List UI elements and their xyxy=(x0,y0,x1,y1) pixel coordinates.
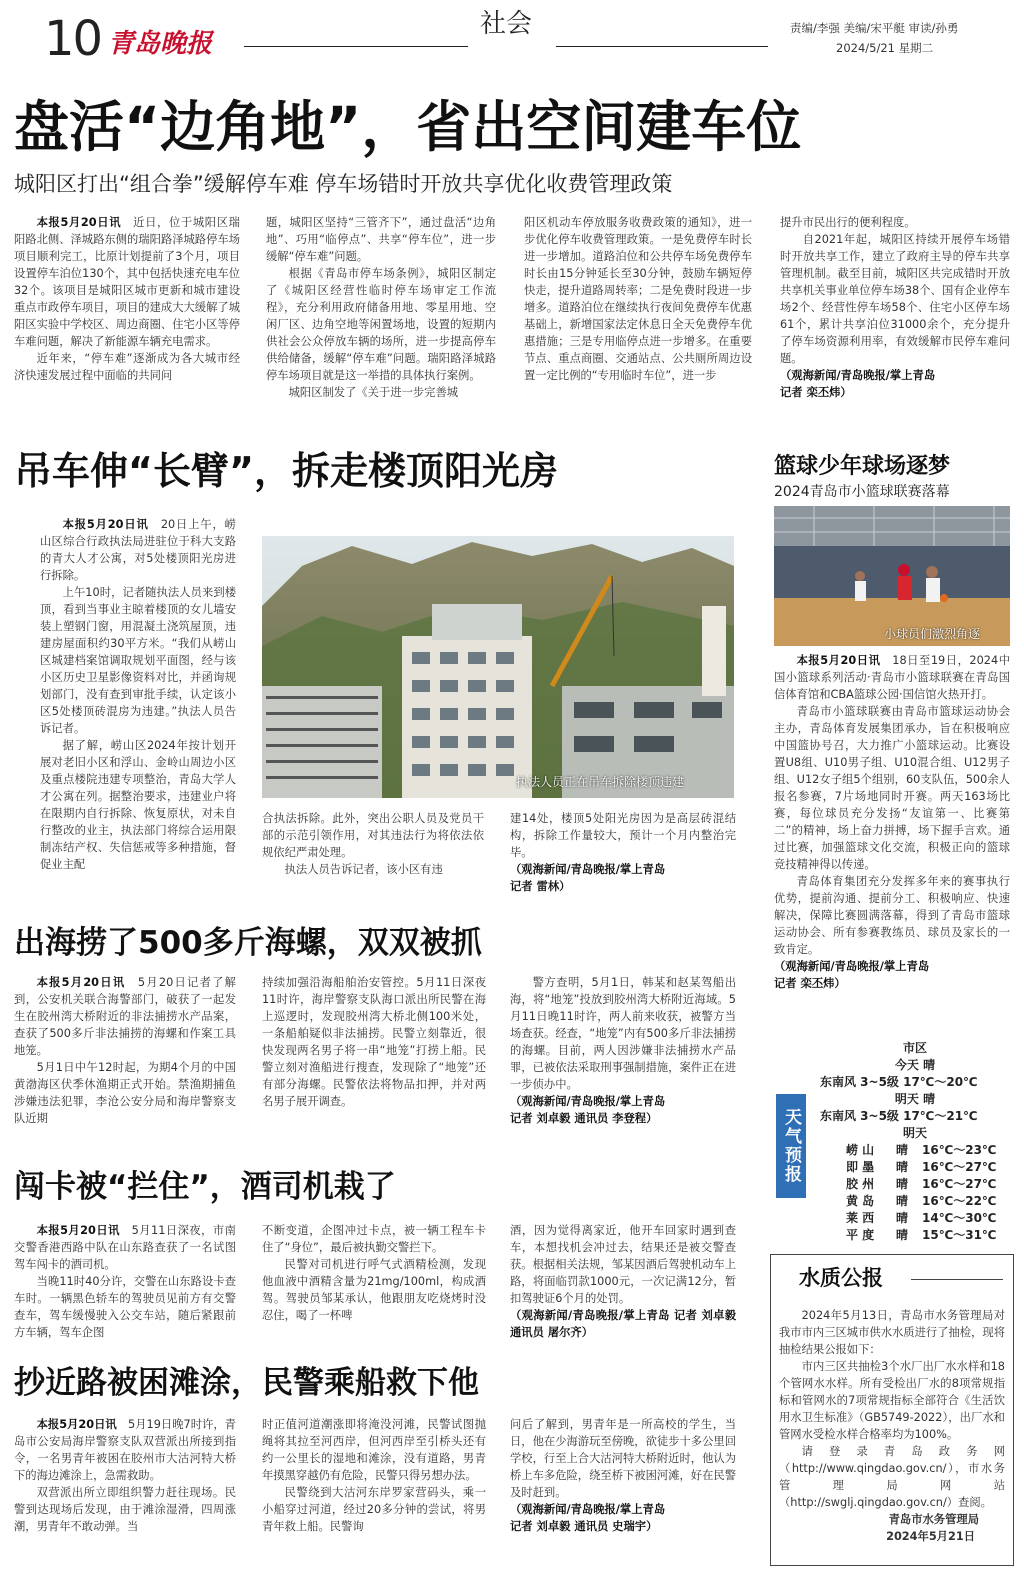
a5-col-2 xyxy=(262,1222,486,1346)
a6-text: 时正值河道潮涨即将淹没河滩，民警试图抛绳将其拉至河西岸，但河西岸至引桥头还有约一公里长的湿地和滩涂，没有道路，男青年摸黑穿越仍有危险，民警只得另想办法。 xyxy=(262,1418,486,1482)
a2-col-3 xyxy=(510,810,736,900)
a1-text: 提升市民出行的便利程度。 xyxy=(780,216,916,229)
issue-date: 2024/5/21 星期二 xyxy=(836,41,934,55)
weather-city-condition: 晴 xyxy=(896,1177,909,1191)
a3-body xyxy=(774,652,1010,1036)
weather-title: 市区 xyxy=(902,1041,927,1055)
weather-city-temp: 16℃～27℃ xyxy=(922,1177,997,1191)
a2-col-2 xyxy=(262,810,484,900)
a2-credit: 记者 雷林） xyxy=(510,880,571,893)
page-number: 10 xyxy=(44,11,102,67)
basketball-photo xyxy=(774,506,1010,646)
a2-text: 合执法拆除。此外，突出公职人员及党员干部的示范引领作用，对其违法行为将依法依规依纪严肃处理。 xyxy=(262,812,484,859)
a3-text: 18日至19日，2024中国小篮球系列活动·青岛市小篮球联赛在青岛国信体育馆和CBA篮球公园·国信馆火热开打。 xyxy=(774,654,1010,701)
a3-credit: 记者 栾丕炜） xyxy=(774,977,846,990)
weather-city-condition: 晴 xyxy=(896,1194,909,1208)
a6-col-3 xyxy=(510,1416,736,1568)
water-date: 2024年5月21日 xyxy=(886,1530,975,1543)
weather-city-name: 崂 山 xyxy=(846,1143,875,1157)
a2-headline: 吊车伸“长臂”，拆走楼顶阳光房 xyxy=(14,449,558,493)
a3-headline: 篮球少年球场逐梦 xyxy=(774,454,951,479)
a6-text: 问后了解到，男青年是一所高校的学生，当日，他在少海游玩至傍晚，欲徒步十多公里回学校，行至上合大沽河特大桥附近时，他认为桥上车多危险，绕至桥下被困河滩，好在民警及时赶到。 xyxy=(510,1418,736,1499)
weather-city-row xyxy=(820,1227,1010,1244)
weather-city-row xyxy=(820,1159,1010,1176)
weather-city-temp: 16℃～27℃ xyxy=(922,1160,997,1174)
a4-text: 持续加强沿海船舶治安管控。5月11日深夜11时许，海岸警察支队海口派出所民警在海上巡逻时，发现胶州湾大桥北侧100米处，一条船舶疑似非法捕捞。民警立刻靠近，很快发现两名男子将一串“地笼”打捞上船。民警立刻对渔船进行搜查，发现除了“地笼”还有部分海螺。民警依法将物品扣押，并对两名男子展开调查。 xyxy=(262,976,486,1108)
a6-headline: 抄近路被困滩涂，民警乘船救下他 xyxy=(14,1365,479,1401)
weather-city-name: 即 墨 xyxy=(846,1160,875,1174)
weather-city-row xyxy=(820,1176,1010,1193)
weather-city-list xyxy=(820,1142,1010,1244)
a4-credit: 记者 刘卓毅 通讯员 李登程） xyxy=(510,1112,658,1125)
a6-credit: （观海新闻/青岛晚报/掌上青岛 xyxy=(510,1503,666,1516)
a4-credit: （观海新闻/青岛晚报/掌上青岛 xyxy=(510,1095,666,1108)
a3-credit: （观海新闻/青岛晚报/掌上青岛 xyxy=(774,960,930,973)
weather-city-row xyxy=(820,1193,1010,1210)
a1-col-2 xyxy=(266,214,496,420)
weather-city-row xyxy=(820,1142,1010,1159)
a3-photo-caption: 小球员们激烈角逐 xyxy=(884,627,981,641)
a3-text: 青岛体育集团充分发挥多年来的赛事执行优势，提前沟通、提前分工、积极响应、快速解决，保障比赛圆满落幕，得到了青岛市篮球运动协会、所有参赛教练员、球员及家长的一致肯定。 xyxy=(774,875,1010,956)
paper-logo: 青岛晚报 xyxy=(108,29,213,59)
water-title-rule xyxy=(911,1279,1003,1280)
a6-text: 双营派出所立即组织警力赶往现场。民警到达现场后发现，由于滩涂湿滑，四周涨潮，男青年不敢动弹。当 xyxy=(14,1486,236,1533)
a5-text: 5月11日深夜，市南交警香港西路中队在山东路查获了一名试图驾车闯卡的酒司机。 xyxy=(14,1224,236,1271)
a1-credit: （观海新闻/青岛晚报/掌上青岛 xyxy=(780,369,936,382)
a2-credit: （观海新闻/青岛晚报/掌上青岛 xyxy=(510,863,666,876)
weather-city-name: 胶 州 xyxy=(846,1177,875,1191)
a4-lead: 本报5月20日讯 xyxy=(36,976,126,989)
weather-city-condition: 晴 xyxy=(896,1228,909,1242)
a2-col-1 xyxy=(40,516,236,900)
weather-city-temp: 16℃～23℃ xyxy=(922,1143,997,1157)
a2-text: 上午10时，记者随执法人员来到楼顶，看到当事业主晾着楼顶的女儿墙安装上塑钢门窗，用混凝土浇筑屋顶，违建房屋面积约30平方米。“我们从崂山区城建档案馆调取规划平面图，经与该小区历史卫星影像资料对比，并函询规划部门，没有查到审批手续，认定该小区5处楼顶砖混房为违建。”执法人员告诉记者。 xyxy=(40,586,236,735)
a3-subheadline: 2024青岛市小篮球联赛落幕 xyxy=(774,484,950,500)
a1-text: 近日，位于城阳区瑞阳路北侧、泽城路东侧的瑞阳路泽城路停车场项目顺利完工，比原计划提前了3个月，项目设置停车泊位130个，其中包括快速充电车位32个。该项目是城阳区城市更新和城市建设重点市政停车项目，项目的建成大大缓解了城阳区实验中学校区、周边商圈、住宅小区等停车难问题，解决了新能源车辆充电需求。 xyxy=(14,216,240,348)
a5-text: 当晚11时40分许，交警在山东路设卡查车时。一辆黑色轿车的驾驶员见前方有交警查车，驾车缓慢驶入公交车站，随后紧跟前方车辆，驾车企图 xyxy=(14,1275,236,1339)
water-text: 2024年5月13日，青岛市水务管理局对我市市内三区城市供水水质进行了抽检，现将抽检结果公报如下： xyxy=(779,1309,1005,1356)
a2-lead: 本报5月20日讯 xyxy=(62,518,149,531)
a1-subheadline: 城阳区打出“组合拳”缓解停车难 停车场错时开放共享优化收费管理政策 xyxy=(14,172,673,196)
a1-text: 阳区机动车停放服务收费政策的通知》，进一步优化停车收费管理政策。一是免费停车时长进一步增加。道路泊位和公共停车场免费停车时长由15分钟延长至30分钟，鼓励车辆短停快走，提升道路周转率；二是免费时段进一步增多。道路泊位在继续执行夜间免费停车优惠基础上，新增国家法定休息日全天免费停车优惠措施；三是专用临停点进一步增多。在重要节点、重点商圈、交通站点、公共厕所周边设置一定比例的“专用临时车位”，进一步 xyxy=(524,216,752,382)
weather-city-condition: 晴 xyxy=(896,1160,909,1174)
a2-text: 建14处，楼顶5处阳光房因为是高层砖混结构，拆除工作量较大，预计一个月内整治完毕。 xyxy=(510,812,736,859)
a2-text: 20日上午，崂山区综合行政执法局进驻位于科大支路的青大人才公寓，对5处楼顶阳光房进行拆除。 xyxy=(40,518,236,582)
a5-col-1 xyxy=(14,1222,236,1346)
weather-vertical-label xyxy=(776,1094,806,1198)
weather-today-detail: 东南风 3~5级 17℃～20℃ xyxy=(820,1075,978,1089)
a1-headline: 盘活“边角地”，省出空间建车位 xyxy=(14,95,802,159)
water-text: 请登录青岛政务网（http://www.qingdao.gov.cn/），市水务管理局网站（http://swglj.qingdao.gov.cn/）查阅。 xyxy=(779,1445,1005,1509)
a1-text: 城阳区制发了《关于进一步完善城 xyxy=(288,386,459,399)
a5-credit: （观海新闻/青岛晚报/掌上青岛 记者 刘卓毅 通讯员 屠尔齐） xyxy=(510,1309,736,1339)
a4-headline: 出海捞了500多斤海螺，双双被抓 xyxy=(14,925,482,961)
a1-text: 根据《青岛市停车场条例》，城阳区制定了《城阳区经营性临时停车场审定工作流程》，充分利用政府储备用地、零星用地、空闲厂区、边角空地等闲置场地，设置的短期内供社会公众停放车辆的场所，进一步提高停车供给储备，缓解“停车难”问题。瑞阳路泽城路停车场项目就是这一举措的具体执行案例。 xyxy=(266,267,496,382)
a5-text: 民警对司机进行呼气式酒精检测，发现他血液中酒精含量为21mg/100ml，构成酒驾。驾驶员邹某承认，他跟朋友吃烧烤时没忍住，喝了一杯啤 xyxy=(262,1258,486,1322)
demolition-photo xyxy=(262,536,734,798)
a3-lead: 本报5月20日讯 xyxy=(796,654,881,667)
weather-today: 今天 晴 xyxy=(894,1058,936,1072)
a5-text: 不断变道，企图冲过卡点，被一辆工程车卡住了“身位”，最后被执勤交警拦下。 xyxy=(262,1224,486,1254)
water-report-box xyxy=(770,1254,1014,1566)
a6-col-1 xyxy=(14,1416,236,1568)
a1-col-1 xyxy=(14,214,240,420)
weather-city-row xyxy=(820,1210,1010,1227)
weather-city-name: 平 度 xyxy=(846,1228,875,1242)
weather-city-temp: 15℃～31℃ xyxy=(922,1228,997,1242)
a4-text: 5月1日中午12时起，为期4个月的中国黄渤海区伏季休渔期正式开始。禁渔期捕鱼涉嫌违法犯罪，李沧公安分局和海岸警察支队近期 xyxy=(14,1061,236,1125)
a6-text: 5月19日晚7时许，青岛市公安局海岸警察支队双营派出所接到指令，一名男青年被困在胶州市大沽河特大桥下的海边滩涂上，急需救助。 xyxy=(14,1418,236,1482)
a1-text: 近年来，“停车难”逐渐成为各大城市经济快速发展过程中面临的共同问 xyxy=(14,352,240,382)
a1-col-4 xyxy=(780,214,1010,424)
a2-text: 据了解，崂山区2024年按计划开展对老旧小区和浮山、金岭山周边小区及重点楼院违建专项整治，青岛大学人才公寓在列。据整治要求，违建业户将在限期内自行拆除、恢复原状，对未自行整改的业主，执法部门将综合运用限制冻结产权、失信惩戒等多种措施，督促业主配 xyxy=(40,739,236,871)
a6-lead: 本报5月20日讯 xyxy=(36,1418,117,1431)
weather-vertical-text: 天气预报 xyxy=(781,1108,801,1184)
weather-city-temp: 14℃～30℃ xyxy=(922,1211,997,1225)
weather-city-temp: 16℃～22℃ xyxy=(922,1194,997,1208)
a2-photo-caption: 执法人员正在吊车拆除楼顶违建 xyxy=(516,775,685,789)
a1-lead: 本报5月20日讯 xyxy=(36,216,122,229)
a1-credit: 记者 栾丕炜） xyxy=(780,386,852,399)
a1-col-3 xyxy=(524,214,752,420)
a4-col-2 xyxy=(262,974,486,1148)
a5-lead: 本报5月20日讯 xyxy=(36,1224,120,1237)
a1-text: 自2021年起，城阳区持续开展停车场错时开放共享工作，建立了政府主导的停车共享管理机制。截至目前，城阳区共完成错时开放共享机关事业单位停车场38个、国有企业停车场2个、经营性停车场58个、住宅小区停车场61个，累计共享泊位31000余个，充分提升了停车场资源利用率，有效缓解市民停车难问题。 xyxy=(780,233,1010,365)
water-text: 市内三区共抽检3个水厂出厂水水样和18个管网水水样。所有受检出厂水的8项常规指标和管网水的7项常规指标全部符合《生活饮用水卫生标准》（GB5749-2022），出厂水和管网水受检水样合格率均为100%。 xyxy=(779,1360,1005,1441)
weather-city-name: 黄 岛 xyxy=(846,1194,875,1208)
a4-col-3 xyxy=(510,974,736,1148)
weather-tomorrow-detail: 东南风 3~5级 17℃～21℃ xyxy=(820,1109,978,1123)
weather-city-condition: 晴 xyxy=(896,1211,909,1225)
weather-panel xyxy=(820,1040,1010,1244)
a4-text: 警方查明，5月1日，韩某和赵某驾船出海，将“地笼”投放到胶州湾大桥附近海域。5月11日晚11时许，两人前来收获，被警方当场查获。经查，“地笼”内有500多斤非法捕捞的海螺。目前，两人因涉嫌非法捕捞水产品罪，已被依法采取刑事强制措施，案件正在进一步侦办中。 xyxy=(510,976,736,1091)
a5-text: 酒，因为觉得离家近，他开车回家时遇到查车，本想找机会冲过去，结果还是被交警查获。根据相关法规，邹某因酒后驾驶机动车上路，将面临罚款1000元，一次记满12分，暂扣驾驶证6个月的处罚。 xyxy=(510,1224,736,1305)
masthead-rule-left xyxy=(244,46,468,47)
a6-col-2 xyxy=(262,1416,486,1568)
section-label: 社会 xyxy=(480,9,533,39)
masthead-rule-right xyxy=(556,46,768,47)
editors-credit: 责编/李强 美编/宋平艇 审读/孙勇 xyxy=(790,21,959,35)
a6-credit: 记者 刘卓毅 通讯员 史瑞宇） xyxy=(510,1520,658,1533)
basketball-illustration xyxy=(774,506,1010,646)
weather-city-name: 莱 西 xyxy=(846,1211,875,1225)
a5-col-3 xyxy=(510,1222,736,1346)
a6-text: 民警绕到大沽河东岸罗家营码头，乘一小船穿过河道，经过20多分钟的尝试，将男青年救上船。民警询 xyxy=(262,1486,486,1533)
a2-text: 执法人员告诉记者，该小区有违 xyxy=(284,863,443,876)
a3-text: 青岛市小篮球联赛由青岛市篮球运动协会主办，青岛体育发展集团承办，旨在积极响应中国篮协号召，大力推广小篮球运动。比赛设置U8组、U10男子组、U10混合组、U12男子组、U12女子组5个组别，60支队伍，500余人报名参赛，7片场地同时开赛。两天163场比赛，每位球员充分发扬“友谊第一、比赛第二”的精神，场上奋力拼搏，场下握手言欢。通过比赛，加强篮球文化交流，积极正向的篮球竞技精神得以传递。 xyxy=(774,705,1010,871)
weather-tomorrow: 明天 晴 xyxy=(894,1092,936,1106)
a4-text: 5月20日记者了解到，公安机关联合海警部门，破获了一起发生在胶州湾大桥附近的非法捕捞水产品案，查获了500多斤非法捕捞的海螺和作案工具地笼。 xyxy=(14,976,236,1057)
weather-city-condition: 晴 xyxy=(896,1143,909,1157)
water-sign: 青岛市水务管理局 xyxy=(888,1513,979,1526)
photo-illustration xyxy=(262,536,734,798)
water-report-title: 水质公报 xyxy=(799,1266,883,1290)
a1-text: 题，城阳区坚持“三管齐下”，通过盘活“边角地”、巧用“临停点”、共享“停车位”，进一步缓解“停车难”问题。 xyxy=(266,216,496,263)
weather-tomorrow2: 明天 xyxy=(902,1126,927,1140)
a4-col-1 xyxy=(14,974,236,1148)
water-report-body xyxy=(779,1307,1005,1563)
a5-headline: 闯卡被“拦住”，酒司机栽了 xyxy=(14,1169,396,1205)
